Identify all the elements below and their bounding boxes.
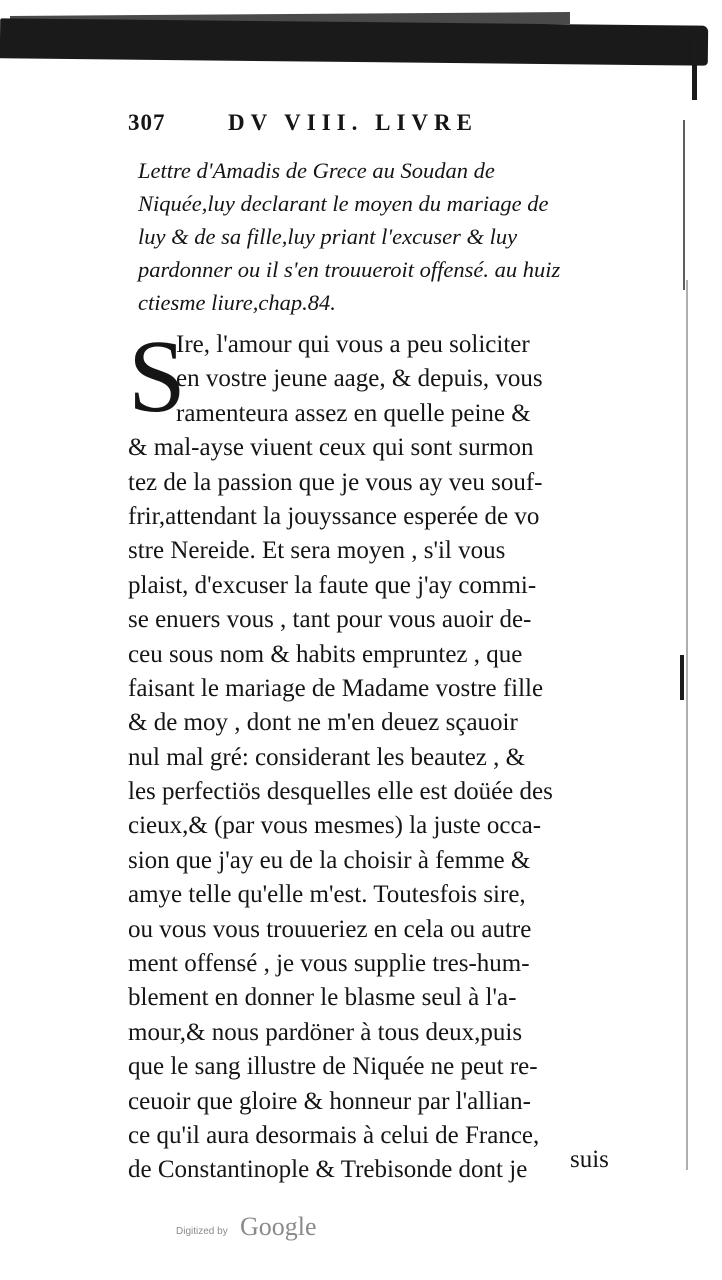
google-wordmark: Google [240,1212,317,1241]
body-line: Ire, l'amour qui vous a peu soliciter [176,331,530,358]
body-line: ceuoir que gloire & honneur par l'allian- [128,1087,531,1115]
chapter-summary [138,154,648,319]
scan-edge-mark [680,655,684,700]
scan-top-band [0,18,708,65]
digitized-watermark [176,1212,336,1246]
drop-cap: S [128,319,186,434]
summary-line: ctiesme liure,chap.84. [138,290,336,315]
body-line: ramenteura assez en quelle peine & [176,399,531,427]
page-number: 307 [128,110,166,135]
scan-edge-mark [686,280,688,1170]
page-content [128,110,648,1200]
catchword: suis [570,1146,609,1173]
body-line: frir,attendant la jouyssance esperée de vo [128,502,540,530]
body-line: ce qu'il aura desormais à celui de France, [128,1121,540,1149]
body-line: cieux,& (par vous mesmes) la juste occa- [128,812,542,840]
body-line: ou vous vous trouueriez en cela ou autre [128,915,532,943]
body-line: sion que j'ay eu de la choisir à femme & [128,846,531,874]
running-title: DV VIII. LIVRE [228,110,478,135]
body-line: plaist, d'excuser la faute que j'ay commi- [128,571,537,599]
scan-edge-mark [683,120,685,290]
body-line: & de moy , dont ne m'en deuez sçauoir [128,709,518,737]
body-line: mour,& nous pardöner à tous deux,puis [128,1018,523,1046]
summary-line: pardonner ou il s'en trouueroit offensé. au huiz [138,257,561,282]
body-line: les perfectiös desquelles elle est doüée des [128,778,553,806]
summary-line: luy & de sa fille,luy priant l'excuser & luy [138,224,518,249]
body-line: nul mal gré: considerant les beautez , & [128,743,526,771]
body-line: stre Nereide. Et sera moyen , s'il vous [128,537,506,565]
scan-edge-mark [692,40,697,100]
body-line: de Constantinople & Trebisonde dont je [128,1156,528,1184]
body-line: ment offensé , je vous supplie tres-hum- [128,950,530,978]
body-line: & mal-ayse viuent ceux qui sont surmon [128,434,534,462]
body-line: faisant le mariage de Madame vostre fille [128,674,544,702]
body-line: en vostre jeune aage, & depuis, vous [176,365,543,393]
body-line: tez de la passion que je vous ay veu souf- [128,468,543,496]
summary-line: Lettre d'Amadis de Grece au Soudan de [138,158,495,183]
body-line: blement en donner le blasme seul à l'a- [128,984,517,1012]
letter-body [128,319,648,1188]
summary-line: Niquée,luy declarant le moyen du mariage de [138,191,549,216]
body-line: que le sang illustre de Niquée ne peut re- [128,1053,538,1081]
body-line: ceu sous nom & habits empruntez , que [128,640,523,668]
body-line: se enuers vous , tant pour vous auoir de- [128,606,532,634]
body-line: amye telle qu'elle m'est. Toutesfois sire, [128,881,526,909]
page-header [128,110,648,144]
digitized-label: Digitized by [176,1226,228,1237]
